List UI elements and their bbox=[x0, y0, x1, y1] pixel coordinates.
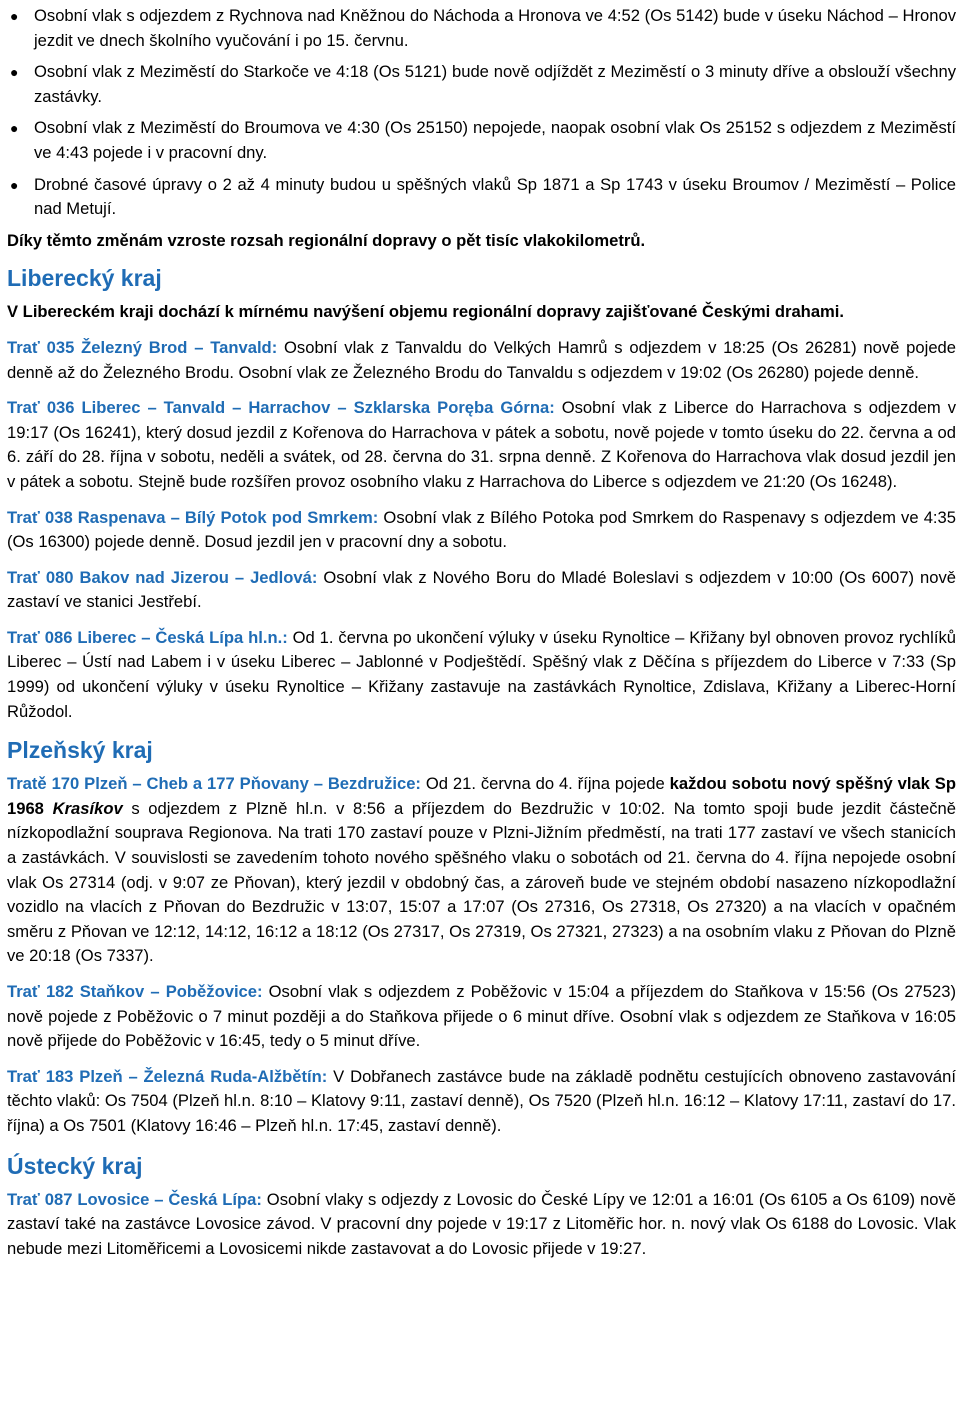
section-heading-liberecky: Liberecký kraj bbox=[7, 265, 162, 292]
list-item: ● Osobní vlak s odjezdem z Rychnova nad Kněžnou do Náchoda a Hronova ve 4:52 (Os 5142) bude v úseku Náchod – Hronov jezdit ve dnech školního vyučování i po 15. červnu. bbox=[10, 6, 956, 50]
paragraph-trat-036: Trať 036 Liberec – Tanvald – Harrachov – Szklarska Poręba Górna: Osobní vlak z Liberce do Harrachova s odjezdem v 19:17 (Os 16241), který dosud jezdil z Kořenova do Harrachova v pátek a sobotu, nově pojede v tomto úseku do 22. června a od 6. září do 28. října v sobotu, neděli a svátek, od 28. června do 31. srpna denně. Z Kořenova do Harrachova vlak dosud jezdil jen v pátek a sobotu. Stejně bude rozšířen provoz osobního vlaku z Harrachova do Liberce s odjezdem ve 21:20 (Os 16248). bbox=[7, 398, 956, 491]
summary-text: Díky těmto změnám vzroste rozsah regionální dopravy o pět tisíc vlakokilometrů. bbox=[7, 230, 646, 250]
bullet-icon: ● bbox=[10, 176, 19, 193]
route-label: Trať 080 Bakov nad Jizerou – Jedlová: bbox=[7, 567, 318, 587]
route-label: Trať 035 Železný Brod – Tanvald: bbox=[7, 337, 278, 357]
emphasis-text: každou sobotu nový spěšný vlak Sp 1968 bbox=[7, 774, 956, 818]
bullet-list bbox=[7, 4, 956, 222]
paragraph-trat-038: Trať 038 Raspenava – Bílý Potok pod Smrkem: Osobní vlak z Bílého Potoka pod Smrkem do Raspenavy s odjezdem ve 4:35 (Os 16300) pojede denně. Dosud jezdil jen v pracovní dny a sobotu. bbox=[7, 507, 957, 552]
train-name: Krasíkov bbox=[43, 798, 123, 818]
paragraph-trat-183: Trať 183 Plzeň – Železná Ruda-Alžbětín: V Dobřanech zastávce bude na základě podnětu cestujících obnoveno zastavování těchto vlaků: Os 7504 (Plzeň hl.n. 8:10 – Klatovy 9:11, zastaví denně), Os 7520 (Plzeň hl.n. 16:12 – Klatovy 17:11, zastaví do 17. října) a Os 7501 (Klatovy 16:46 – Plzeň hl.n. 17:45, zastaví denně). bbox=[7, 1066, 956, 1135]
list-item: ● Osobní vlak z Meziměstí do Broumova ve 4:30 (Os 25150) nepojede, naopak osobní vlak Os 25152 s odjezdem z Meziměstí ve 4:43 pojede i v pracovní dny. bbox=[10, 118, 956, 162]
bullet-icon: ● bbox=[10, 120, 19, 137]
list-item: ● Osobní vlak z Meziměstí do Starkoče ve 4:18 (Os 5121) bude nově odjíždět z Meziměstí o 3 minuty dříve a obslouží všechny zastávky. bbox=[10, 62, 956, 106]
intro-text: V Libereckém kraji dochází k mírnému navýšení objemu regionální dopravy zajišťované Českými drahami. bbox=[7, 302, 845, 322]
section-heading-ustecky: Ústecký kraj bbox=[7, 1152, 143, 1179]
route-label: Trať 087 Lovosice – Česká Lípa: bbox=[7, 1189, 262, 1209]
route-label: Trať 183 Plzeň – Železná Ruda-Alžbětín: bbox=[7, 1066, 328, 1086]
document-page bbox=[7, 4, 956, 1272]
paragraph-trat-035: Trať 035 Železný Brod – Tanvald: Osobní vlak z Tanvaldu do Velkých Hamrů s odjezdem v 18:25 (Os 26281) nově pojede denně až do Železného Brodu. Osobní vlak ze Železného Brodu do Tanvaldu s odjezdem v 19:02 (Os 26280) pojede denně. bbox=[7, 337, 957, 382]
paragraph-trat-080: Trať 080 Bakov nad Jizerou – Jedlová: Osobní vlak z Nového Boru do Mladé Boleslavi s odjezdem v 10:00 (Os 6007) nově zastaví ve stanici Jestřebí. bbox=[7, 567, 956, 612]
bullet-icon: ● bbox=[10, 64, 19, 81]
route-label: Trať 086 Liberec – Česká Lípa hl.n.: bbox=[7, 627, 288, 647]
route-label: Trať 038 Raspenava – Bílý Potok pod Smrkem: bbox=[7, 507, 379, 527]
paragraph-trat-170: Tratě 170 Plzeň – Cheb a 177 Pňovany – Bezdružice: Od 21. června do 4. října pojede každou sobotu nový spěšný vlak Sp 1968 Krasíkov s odjezdem z Plzně hl.n. v 8:56 a příjezdem do Bezdružic v 10:02. Na tomto spoji bude jezdit částečně nízkopodlažní souprava Regionova. Na trati 170 zastaví pouze v Plzni-Jižním předměstí, na trati 177 zastaví ve všech stanicích a zastávkách. V souvislosti se zavedením tohoto nového spěšného vlaku o sobotách od 21. června do 4. října nepojede osobní vlak Os 27314 (odj. v 9:07 ze Pňovan), který jezdil v obdobný čas, a zároveň bude ve stejném období nasazeno nízkopodlažní vozidlo na vlacích z Pňovan do Bezdružic v 13:07, 15:07 a 17:07 (Os 27316, Os 27318, Os 27320) a na vlacích v opačném směru z Pňovan ve 12:12, 14:12, 16:12 a 18:12 (Os 27317, Os 27319, Os 27321, 27323) a na osobním vlaku z Pňovan do Plzně ve 20:18 (Os 7337). bbox=[7, 774, 956, 966]
paragraph-trat-087: Trať 087 Lovosice – Česká Lípa: Osobní vlaky s odjezdy z Lovosic do České Lípy ve 12:01 a 16:01 (Os 6105 a Os 6109) nově zastaví také na zastávce Lovosice závod. V pracovní dny pojede v 19:17 z Litoměřic hor. n. nový vlak Os 6188 do Lovosic. Vlak nebude mezi Litoměřicemi a Lovosicemi nikde zastavovat a do Lovosic přijede v 19:27. bbox=[7, 1189, 956, 1258]
paragraph-trat-182: Trať 182 Staňkov – Poběžovice: Osobní vlak s odjezdem z Poběžovic v 15:04 a příjezdem do Staňkova v 15:56 (Os 27523) nově pojede z Poběžovic o 7 minut později a do Staňkova přijede o 6 minut dříve. Osobní vlak s odjezdem ze Staňkova v 16:05 nově přijede do Poběžovic v 16:45, tedy o 5 minut dříve. bbox=[7, 982, 956, 1051]
section-heading-plzensky: Plzeňský kraj bbox=[7, 737, 153, 764]
paragraph-trat-086: Trať 086 Liberec – Česká Lípa hl.n.: Od 1. června po ukončení výluky v úseku Rynoltice – Křižany byl obnoven provoz rychlíků Liberec – Ústí nad Labem i v úseku Liberec – Jablonné v Podještědí. Spěšný vlak z Děčína s příjezdem do Liberce v 7:33 (Sp 1999) od ukončení výluky v úseku Rynoltice – Křižany zastavuje na zastávkách Rynoltice, Zdislava, Křižany a Liberec-Horní Růžodol. bbox=[7, 627, 956, 721]
list-item: ● Drobné časové úpravy o 2 až 4 minuty budou u spěšných vlaků Sp 1871 a Sp 1743 v úseku Broumov / Meziměstí – Police nad Metují. bbox=[10, 174, 956, 219]
bullet-icon: ● bbox=[10, 8, 19, 24]
route-label: Trať 036 Liberec – Tanvald – Harrachov – Szklarska Poręba Górna: bbox=[7, 398, 555, 418]
route-label: Tratě 170 Plzeň – Cheb a 177 Pňovany – Bezdružice: bbox=[7, 774, 421, 794]
route-label: Trať 182 Staňkov – Poběžovice: bbox=[7, 982, 263, 1001]
